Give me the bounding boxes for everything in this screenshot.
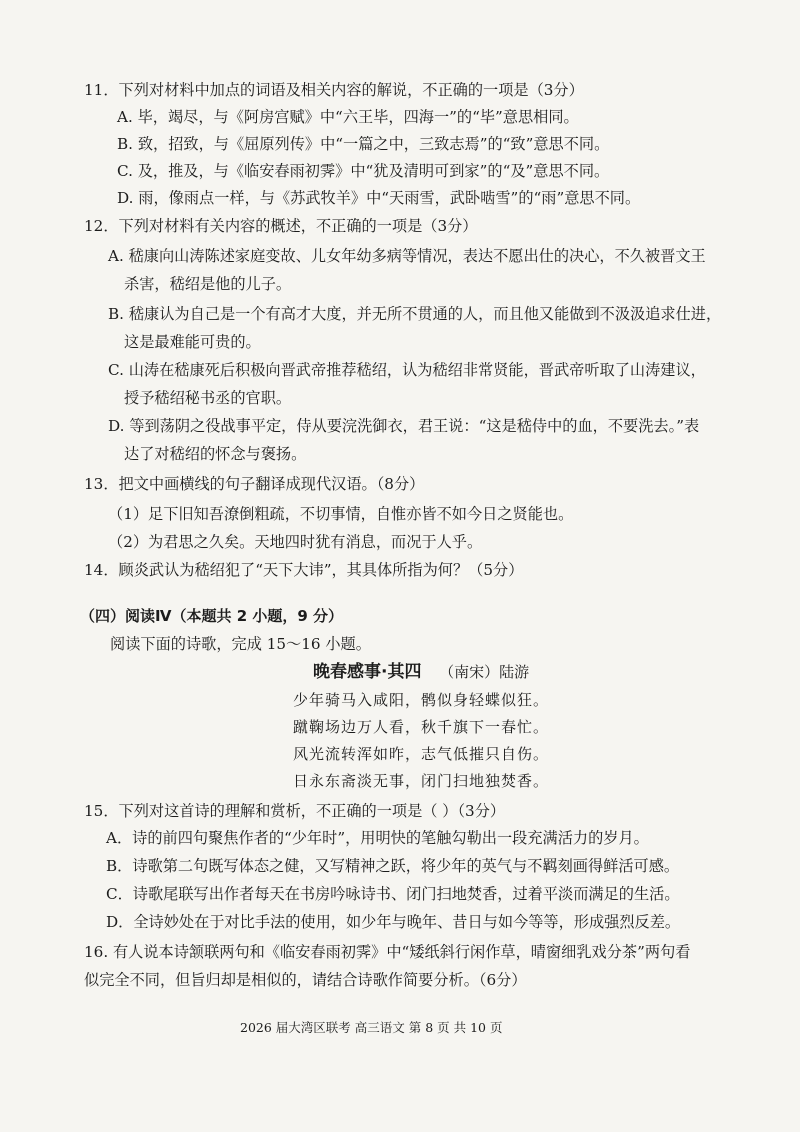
poem-line-4: 日永东斋淡无事，闭门扫地独焚香。	[293, 772, 550, 790]
poem-title: 晚春感事·其四	[313, 662, 422, 682]
q11-stem: 11．下列对材料中加点的词语及相关内容的解说，不正确的一项是（3分）	[84, 81, 584, 99]
section-heading: （四）阅读Ⅳ（本题共 2 小题，9 分）	[80, 607, 344, 625]
q16-line-2: 似完全不同，但旨归却是相似的，请结合诗歌作简要分析。（6分）	[84, 971, 527, 989]
q15-option-a: A．诗的前四句聚焦作者的“少年时”，用明快的笔触勾勒出一段充满活力的岁月。	[106, 829, 649, 847]
q12-option-a-line1: A. 嵇康向山涛陈述家庭变故、儿女年幼多病等情况，表达不愿出仕的决心，不久被晋文王	[108, 247, 706, 265]
poem-author: （南宋）陆游	[439, 663, 530, 681]
q12-option-d-line1: D. 等到荡阴之役战事平定，侍从要浣洗御衣，君王说：“这是嵇侍中的血，不要洗去。”表	[108, 417, 700, 435]
q11-option-d: D. 雨，像雨点一样，与《苏武牧羊》中“天雨雪，武卧啮雪”的“雨”意思不同。	[117, 189, 641, 207]
q12-stem: 12．下列对材料有关内容的概述，不正确的一项是（3分）	[84, 217, 478, 235]
page-footer: 2026 届大湾区联考 高三语文 第 8 页 共 10 页	[240, 1020, 503, 1035]
q12-option-c-line2: 授予嵇绍秘书丞的官职。	[124, 389, 292, 407]
q15-option-c: C．诗歌尾联写出作者每天在书房吟咏诗书、闭门扫地焚香，过着平淡而满足的生活。	[106, 885, 680, 903]
q12-option-b-line1: B. 嵇康认为自己是一个有高才大度，并无所不贯通的人，而且他又能做到不汲汲追求仕进，	[108, 305, 722, 323]
q12-option-b-line2: 这是最难能可贵的。	[124, 333, 261, 351]
poem-heading	[313, 662, 529, 682]
q13-item-2: （2）为君思之久矣。天地四时犹有消息，而况于人乎。	[108, 533, 483, 551]
q15-stem: 15．下列对这首诗的理解和赏析，不正确的一项是（ ）（3分）	[84, 802, 506, 820]
q12-option-a-line2: 杀害，嵇绍是他的儿子。	[124, 275, 292, 293]
q12-option-c-line1: C. 山涛在嵇康死后积极向晋武帝推荐嵇绍，认为嵇绍非常贤能，晋武帝听取了山涛建议，	[108, 361, 706, 379]
q11-option-a: A. 毕，竭尽，与《阿房宫赋》中“六王毕，四海一”的“毕”意思相同。	[117, 108, 579, 126]
q13-item-1: （1）足下旧知吾潦倒粗疏，不切事情，自惟亦皆不如今日之贤能也。	[108, 505, 574, 523]
q14-stem: 14．顾炎武认为嵇绍犯了“天下大讳”，其具体所指为何？（5分）	[84, 561, 524, 579]
q15-option-d: D．全诗妙处在于对比手法的使用，如少年与晚年、昔日与如今等等，形成强烈反差。	[106, 913, 681, 931]
q11-option-b: B. 致，招致，与《屈原列传》中“一篇之中，三致志焉”的“致”意思不同。	[117, 135, 610, 153]
q13-stem: 13．把文中画横线的句子翻译成现代汉语。（8分）	[84, 475, 425, 493]
q11-option-c: C. 及，推及，与《临安春雨初霁》中“犹及清明可到家”的“及”意思不同。	[117, 162, 610, 180]
section-intro: 阅读下面的诗歌，完成 15～16 小题。	[110, 635, 371, 653]
poem-line-1: 少年骑马入咸阳，鹘似身轻蝶似狂。	[293, 691, 550, 709]
q12-option-d-line2: 达了对嵇绍的怀念与褒扬。	[124, 445, 307, 463]
q16-line-1: 16. 有人说本诗颔联两句和《临安春雨初霁》中“矮纸斜行闲作草，晴窗细乳戏分茶”两句看	[84, 943, 691, 961]
poem-line-3: 风光流转浑如昨，志气低摧只自伤。	[293, 745, 550, 763]
poem-line-2: 蹴鞠场边万人看，秋千旗下一春忙。	[293, 718, 550, 736]
q15-option-b: B．诗歌第二句既写体态之健，又写精神之跃，将少年的英气与不羁刻画得鲜活可感。	[106, 857, 680, 875]
